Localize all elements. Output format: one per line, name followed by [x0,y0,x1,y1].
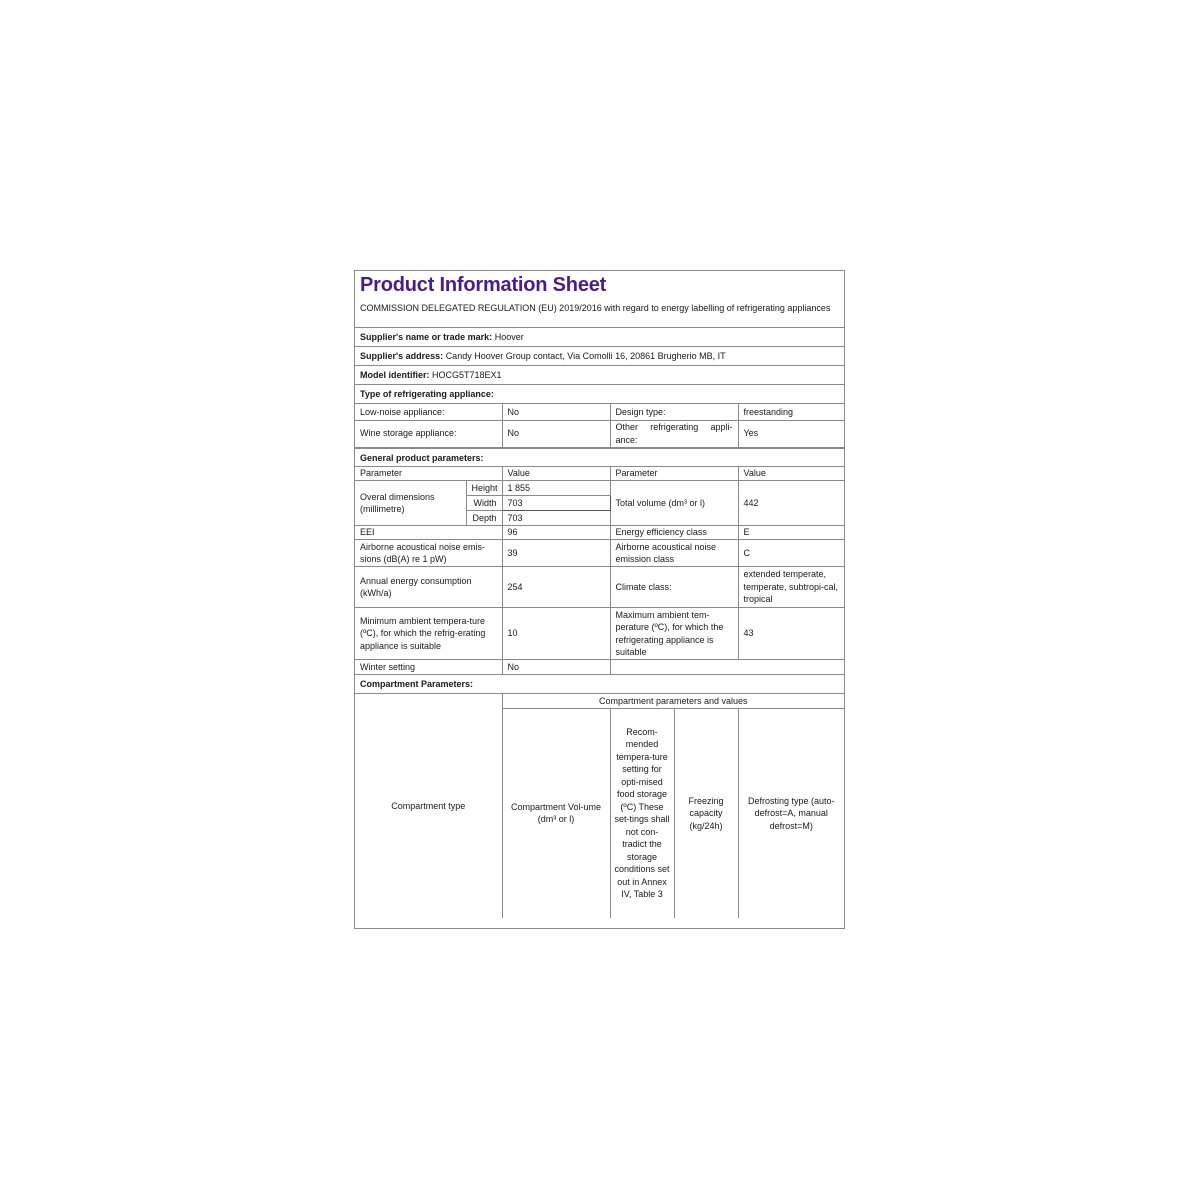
depth-label: Depth [466,511,502,526]
energy-class-label: Energy efficiency class [610,526,738,540]
winter-setting-value: No [502,660,610,675]
width-value: 703 [502,496,610,511]
col-header-value: Value [502,467,610,481]
total-volume-value: 442 [738,481,844,526]
min-temp-label: Minimum ambient tempera-ture (ºC), for which the refrig-erating appliance is suitable [355,608,502,660]
col-compartment-volume: Compartment Vol-ume (dm³ or l) [502,708,610,918]
product-information-sheet [354,270,845,929]
low-noise-label: Low-noise appliance: [355,404,502,420]
col-header-value-2: Value [738,467,844,481]
winter-setting-label: Winter setting [355,660,502,675]
col-header-parameter-2: Parameter [610,467,738,481]
eei-label: EEI [355,526,502,540]
supplier-address-value: Candy Hoover Group contact, Via Comolli 16, 20861 Brugherio MB, IT [445,351,726,361]
type-heading: Type of refrigerating appliance: [360,389,494,399]
noise-emissions-label: Airborne acoustical noise emis-sions (dB(A) re 1 pW) [355,540,502,567]
col-header-parameter: Parameter [355,467,502,481]
dimensions-label: Overal dimensions (millimetre) [355,481,466,526]
model-identifier-value: HOCG5T718EX1 [432,370,502,380]
type-heading-row [355,385,844,404]
page-title: Product Information Sheet [360,274,607,296]
design-type-value: freestanding [738,404,844,420]
supplier-name-label: Supplier's name or trade mark: [360,332,493,342]
general-heading-row [355,448,844,467]
regulation-text: COMMISSION DELEGATED REGULATION (EU) 2019/2016 with regard to energy labelling of refrigerating appliances [355,299,844,328]
compartment-group-header: Compartment parameters and values [502,694,844,708]
energy-class-value: E [738,526,844,540]
width-label: Width [466,496,502,511]
annual-consumption-label: Annual energy consumption (kWh/a) [355,567,502,608]
min-temp-value: 10 [502,608,610,660]
noise-class-value: C [738,540,844,567]
total-volume-label: Total volume (dm³ or l) [610,481,738,526]
noise-emissions-value: 39 [502,540,610,567]
col-freezing-capacity: Freezing capacity (kg/24h) [674,708,738,918]
design-type-label: Design type: [610,404,738,420]
climate-class-value: extended temperate, temperate, subtropi-cal, tropical [738,567,844,608]
supplier-name-row [355,328,844,347]
winter-empty-cell [610,660,844,675]
col-defrosting-type: Defrosting type (auto-defrost=A, manual defrost=M) [747,795,835,831]
supplier-address-label: Supplier's address: [360,351,444,361]
type-table [355,404,844,448]
other-appliance-label: Other refrigerating appli-ance: [610,420,738,447]
compartment-heading: Compartment Parameters: [360,679,474,689]
annual-consumption-value: 254 [502,567,610,608]
general-table [355,467,844,676]
col-recommended-temperature: Recom-mended tempera-ture setting for opti-mised food storage (ºC) These set-tings shall not con-tradict the storage conditions set out in Annex IV, Table 3 [610,708,674,918]
model-identifier-label: Model identifier: [360,370,430,380]
col-compartment-type: Compartment type [355,694,502,918]
other-appliance-value: Yes [738,420,844,447]
model-identifier-row [355,366,844,385]
wine-storage-label: Wine storage appliance: [355,420,502,447]
low-noise-value: No [502,404,610,420]
max-temp-value: 43 [738,608,844,660]
wine-storage-value: No [502,420,610,447]
climate-class-label: Climate class: [610,567,738,608]
noise-class-label: Airborne acoustical noise emission class [610,540,738,567]
height-label: Height [466,481,502,496]
compartment-heading-row [355,675,844,694]
general-heading: General product parameters: [360,452,484,463]
supplier-name-value: Hoover [494,332,524,342]
supplier-address-row [355,347,844,366]
compartment-table [355,694,844,918]
eei-value: 96 [502,526,610,540]
max-temp-label: Maximum ambient tem-perature (ºC), for which the refrigerating appliance is suitable [610,608,738,660]
depth-value: 703 [502,511,610,526]
height-value: 1 855 [502,481,610,496]
